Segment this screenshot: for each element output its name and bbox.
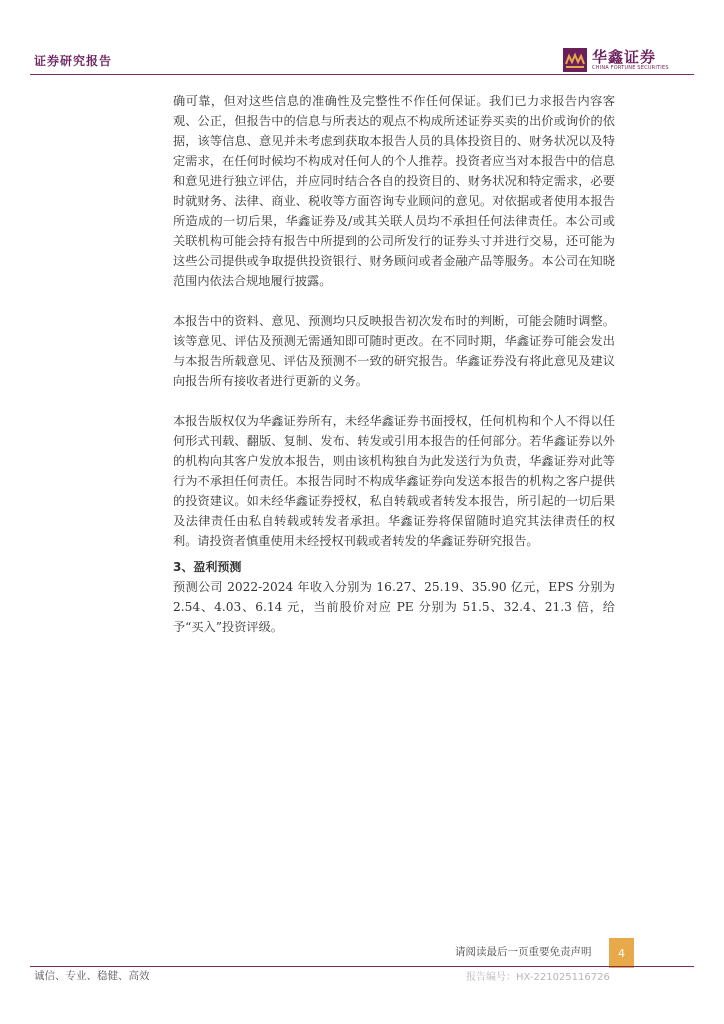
earnings-forecast-paragraph: 预测公司 2022-2024 年收入分别为 16.27、25.19、35.90 亿元，EPS 分别为 2.54、4.03、6.14 元，当前股价对应 PE 分别为 51.5、32.4、21.3 倍，给予“买入”投资评级。 [173,580,615,634]
main-content [173,91,615,657]
report-code: 报告编号：HX-221025116726 [466,972,610,983]
report-type-label: 证券研究报告 [34,54,113,68]
disclaimer-paragraph-2: 本报告中的资料、意见、预测均只反映报告初次发布时的判断，可能会随时调整。该等意见、评估及预测无需通知即可随时更改。在不同时期，华鑫证券可能会发出与本报告所载意见、评估及预测不一致的研究报告。华鑫证券没有将此意见及建议向报告所有接收者进行更新的义务。 [173,314,615,388]
disclaimer-paragraph-1: 确可靠，但对这些信息的准确性及完整性不作任何保证。我们已力求报告内容客观、公正，但报告中的信息与所表达的观点不构成所述证券买卖的出价或询价的依据，该等信息、意见并未考虑到获取本报告人员的具体投资目的、财务状况以及特定需求，在任何时候均不构成对任何人的个人推荐。投资者应当对本报告中的信息和意见进行独立评估，并应同时结合各自的投资目的、财务状况和特定需求，必要时就财务、法律、商业、税收等方面咨询专业顾问的意见。对依据或者使用本报告所造成的一切后果，华鑫证券及/或其关联人员均不承担任何法律责任。本公司或关联机构可能会持有报告中所提到的公司所发行的证券头寸并进行交易，还可能为这些公司提供或争取提供投资银行、财务顾问或者金融产品等服务。本公司在知晓范围内依法合规地履行披露。 [173,94,615,288]
company-logo [563,46,669,74]
section-heading: 3、盈利预测 [173,560,242,574]
logo-name-cn: 华鑫证券 [592,47,657,66]
logo-name-en: CHINA FORTUNE SECURITIES [592,64,669,71]
logo-mark-icon [563,48,587,72]
header-divider [30,74,694,75]
copyright-paragraph: 本报告版权仅为华鑫证券所有，未经华鑫证券书面授权，任何机构和个人不得以任何形式刊载、翻版、复制、发布、转发或引用本报告的任何部分。若华鑫证券以外的机构向其客户发放本报告，则由该机构独自为此发送行为负责，华鑫证券对此等行为不承担任何责任。本报告同时不构成华鑫证券向发送本报告的机构之客户提供的投资建议。如未经华鑫证券授权，私自转载或者转发本报告，所引起的一切后果及法律责任由私自转载或转发者承担。华鑫证券将保留随时追究其法律责任的权利。请投资者慎重使用未经授权刊载或者转发的华鑫证券研究报告。 [173,414,615,548]
footer-divider [30,966,694,967]
disclaimer-notice: 请阅读最后一页重要免责声明 [455,946,592,958]
page-number: 4 [609,938,634,968]
company-slogan: 诚信、专业、稳健、高效 [34,970,150,982]
